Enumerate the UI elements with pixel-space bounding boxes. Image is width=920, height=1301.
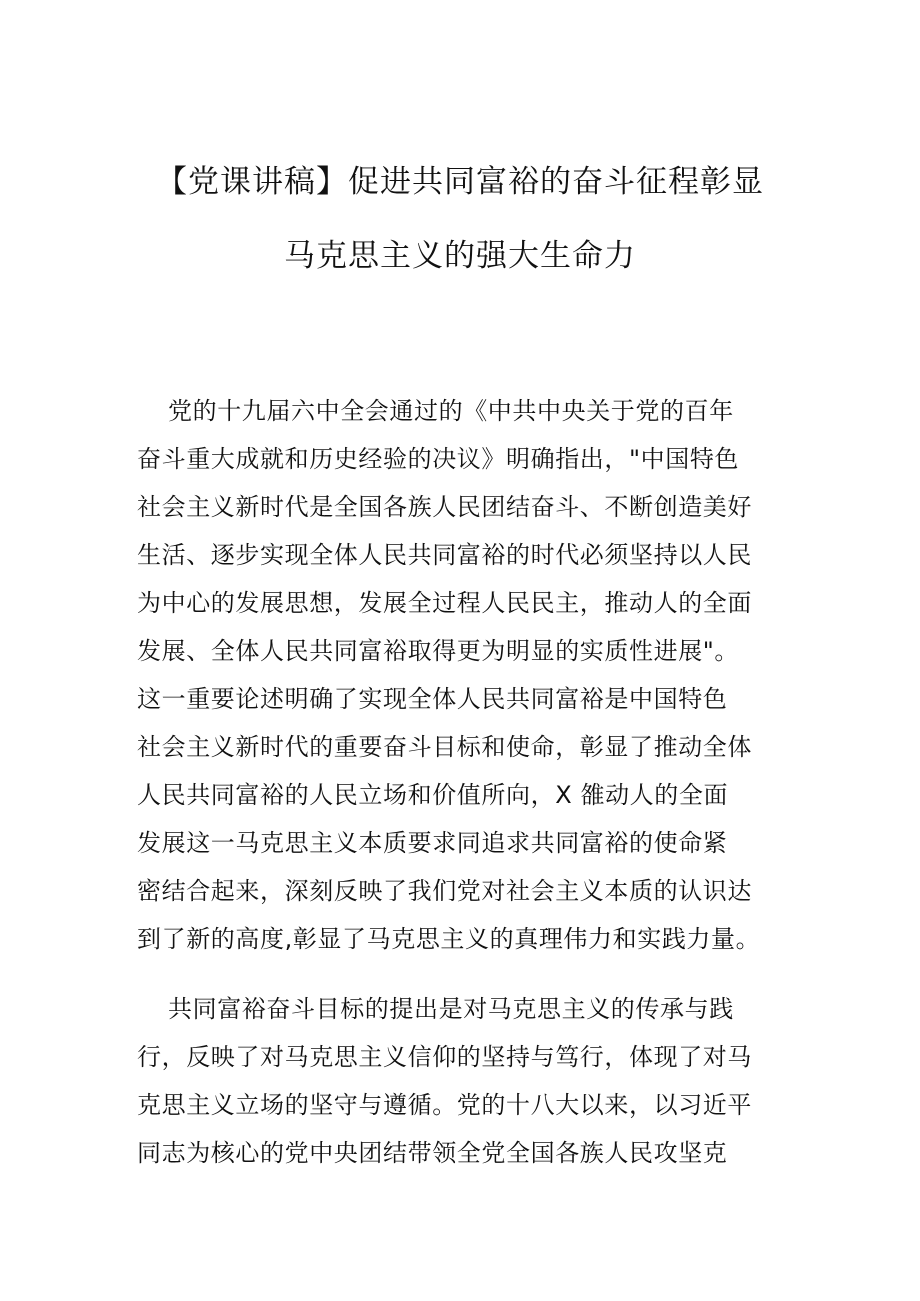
paragraph-line: 克思主义立场的坚守与遵循。党的十八大以来，以习近平 bbox=[137, 1091, 752, 1119]
paragraph-line: 党的十九届六中全会通过的《中共中央关于党的百年 bbox=[168, 397, 734, 425]
paragraph-line: 同志为核心的党中央团结带领全党全国各族人民攻坚克 bbox=[137, 1139, 728, 1167]
paragraph-line: 发展、全体人民共同富裕取得更为明显的实质性进展"。 bbox=[137, 637, 740, 665]
paragraph-line: 社会主义新时代的重要奋斗目标和使命，彰显了推动全体 bbox=[137, 733, 752, 761]
paragraph-line: 行，反映了对马克思主义信仰的坚持与笃行，体现了对马 bbox=[137, 1043, 752, 1071]
paragraph-line: 为中心的发展思想，发展全过程人民民主，推动人的全面 bbox=[137, 589, 752, 617]
paragraph-line: 到了新的高度,彰显了马克思主义的真理伟力和实践力量。 bbox=[137, 925, 761, 953]
paragraph-line: 人民共同富裕的人民立场和价值所向，X 雒动人的全面 bbox=[137, 781, 729, 809]
document-title-line-1: 【党课讲稿】促进共同富裕的奋斗征程彰显 bbox=[156, 164, 764, 200]
paragraph-line: 发展这一马克思主义本质要求同追求共同富裕的使命紧 bbox=[137, 829, 728, 857]
document-title-line-2: 马克思主义的强大生命力 bbox=[284, 238, 636, 274]
paragraph-line: 密结合起来，深刻反映了我们党对社会主义本质的认识达 bbox=[137, 877, 752, 905]
paragraph-line: 生活、逐步实现全体人民共同富裕的时代必须坚持以人民 bbox=[137, 541, 752, 569]
paragraph-line: 共同富裕奋斗目标的提出是对马克思主义的传承与践 bbox=[168, 995, 734, 1023]
paragraph-line: 社会主义新时代是全国各族人民团结奋斗、不断创造美好 bbox=[137, 493, 752, 521]
paragraph-line: 奋斗重大成就和历史经验的决议》明确指出，"中国特色 bbox=[137, 445, 740, 473]
paragraph-line: 这一重要论述明确了实现全体人民共同富裕是中国特色 bbox=[137, 685, 728, 713]
